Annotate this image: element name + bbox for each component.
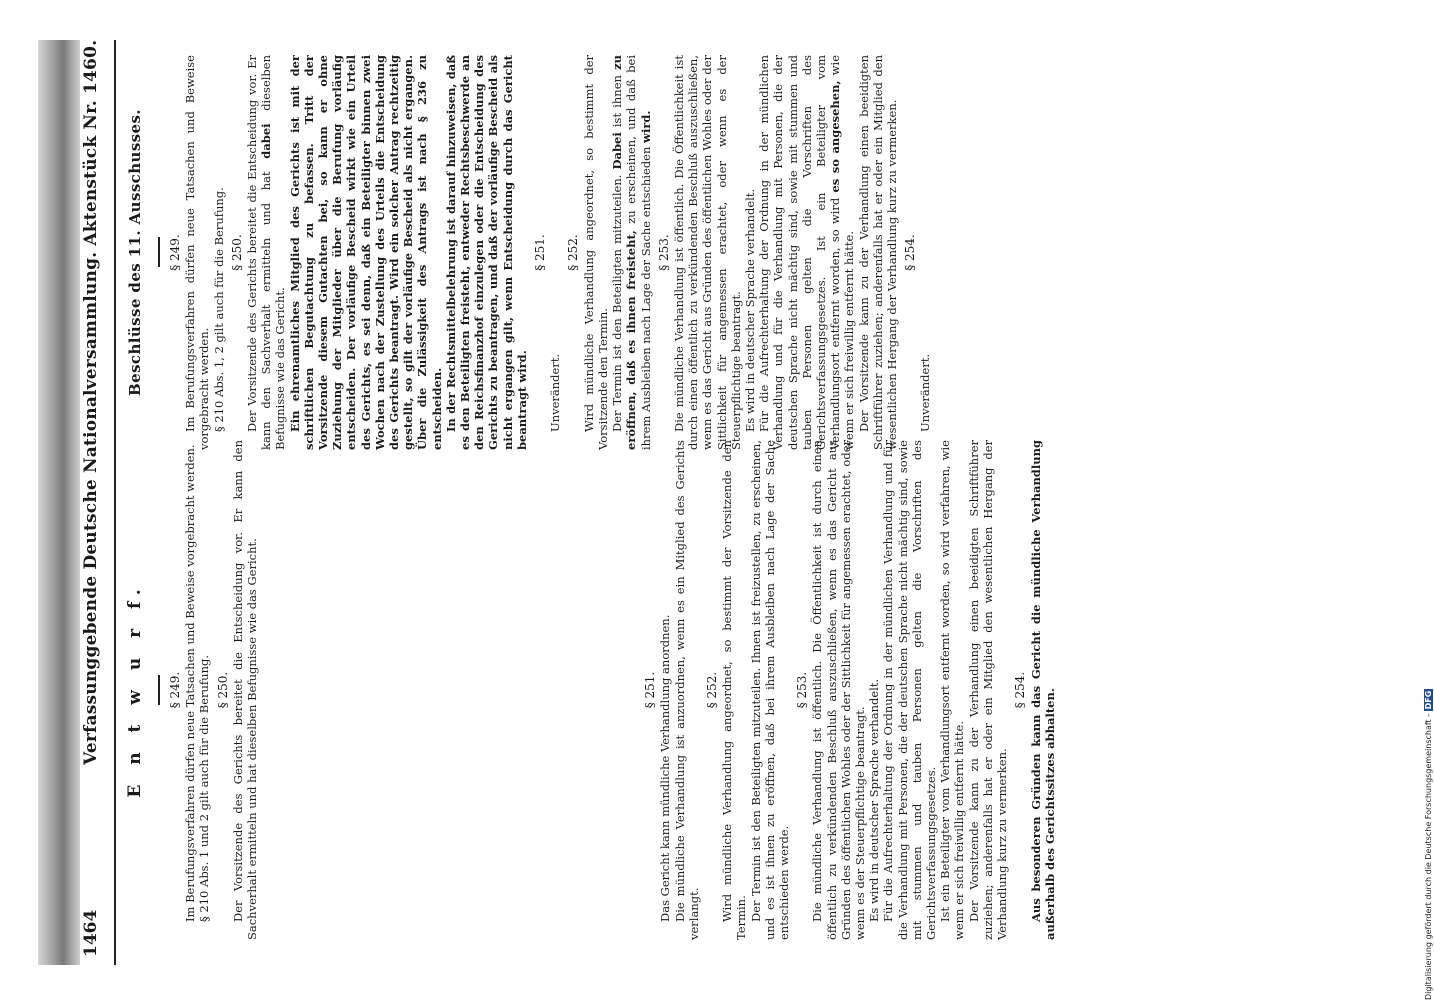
- paragraph: [610, 55, 653, 450]
- text-run: ist ihnen: [610, 69, 625, 133]
- digitization-note: [1424, 689, 1433, 1000]
- draft-column: [120, 440, 1057, 940]
- section-number: § 252.: [705, 671, 720, 709]
- section-number: § 250.: [215, 671, 230, 709]
- paragraph: Der Vorsitzende kann zu der Verhandlung einen beeidigten Schriftführer zuziehen; anderenfalls hat er oder ein Mitglied den wesentlichen Hergang der Verhandlung kurz zu vermerken.: [856, 55, 899, 450]
- section-number: § 250.: [229, 234, 244, 271]
- paragraph: § 210 Abs. 1, 2 gilt auch für die Berufung.: [211, 187, 226, 432]
- draft-heading: E n t w u r f.: [125, 582, 145, 798]
- text-run: wie wenn er sich freiwillig entfernt hätte.: [828, 54, 857, 450]
- text-run: Der Vorsitzende des Gerichts bereitet die Entscheidung vor. Er kann den Sachverhalt ermitteln und hat: [245, 55, 274, 450]
- bold-text: Dabei: [610, 132, 625, 170]
- paragraph: Das Gericht kann mündliche Verhandlung anordnen.: [658, 614, 673, 922]
- paragraph: Im Berufungsverfahren dürfen neue Tatsachen und Beweise vorgebracht werden.: [183, 55, 212, 450]
- paragraph: Wird mündliche Verhandlung angeordnet, so bestimmt der Vorsitzende den Termin.: [720, 440, 749, 940]
- bold-text: zu eröffnen, daß es ihnen freisteht,: [610, 55, 639, 450]
- paragraph: Unverändert.: [918, 353, 933, 432]
- paragraph: Die mündliche Verhandlung ist öffentlich. Die Öffentlichkeit ist durch einen öffentlich zu verkündenden Beschluß auszuschließen, wenn es das Gericht aus Gründen des öffentlichen Wohles oder der Sittlichkeit für angemessen erachtet, oder wenn es der Steuerpflichtige beantragt.: [671, 55, 743, 450]
- section-number: § 252.: [566, 234, 581, 271]
- paragraph: § 210 Abs. 1 und 2 gilt auch für die Berufung.: [197, 655, 212, 922]
- resolutions-column: [120, 55, 933, 450]
- paragraph: [245, 55, 288, 450]
- resolutions-heading: Beschlüsse des 11. Ausschusses.: [126, 109, 144, 396]
- spacer: [259, 440, 639, 940]
- section-number: § 253.: [795, 671, 810, 709]
- paragraph: Aus besonderen Gründen kann das Gericht die mündliche Verhandlung außerhalb des Gerichtssitzes abhalten.: [1028, 440, 1057, 940]
- paragraph: Wird mündliche Verhandlung angeordnet, so bestimmt der Vorsitzende den Termin.: [581, 55, 610, 450]
- page-number: 1464: [81, 909, 101, 957]
- bold-text: wird.: [638, 110, 653, 143]
- text-run: Für die Aufrechterhaltung der Ordnung in der mündlichen Verhandlung und für die Verhandlung mit Personen, die der deutschen Sprache nicht mächtig sind, sowie mit stummen und tauben Personen gelten die Vorschriften des Gerichtsverfassungsgesetzes. Ist ein Beteiligter vom Verhandlungsort entfernt worden, so wird: [757, 55, 843, 450]
- paragraph: Die mündliche Verhandlung ist anzuordnen, wenn es ein Mitglied des Gerichts verlangt.: [672, 440, 701, 940]
- dfg-logo: DFG: [1424, 690, 1433, 710]
- paragraph: Im Berufungsverfahren dürfen neue Tatsachen und Beweise vorgebracht werden.: [183, 444, 198, 922]
- text-run: Der Termin ist den Beteiligten mitzuteilen.: [610, 169, 625, 432]
- paragraph: Es wird in deutscher Sprache verhandelt.: [742, 188, 757, 432]
- header-rule: [114, 40, 116, 965]
- paragraph: Der Vorsitzende des Gerichts bereitet die Entscheidung vor. Er kann den Sachverhalt ermitteln und hat dieselben Befugnisse wie das Gericht.: [230, 440, 260, 940]
- section-number: § 254.: [903, 234, 918, 271]
- paragraph: [757, 55, 856, 450]
- paragraph: Ein ehrenamtliches Mitglied des Gerichts ist mit der schriftlichen Begutachtung zu befassen. Tritt der Vorsitzende diesem Gutachten bei, so kann er ohne Zuziehung der Mitglieder über die Berufung vorläufig entscheiden. Der vorläufige Bescheid wirkt wie ein Urteil des Gerichts, es sei denn, daß ein Beteiligter binnen zwei Wochen nach der Zustellung des Urteils die Entscheidung des Gerichts beantragt. Wird ein solcher Antrag rechtzeitig gestellt, so gilt der vorläufige Bescheid als nicht ergangen. Über die Zulässigkeit des Antrags ist nach § 236 zu entscheiden.: [287, 55, 444, 450]
- digitization-text: Digitalisierung gefördert durch die Deutsche Forschungsgemeinschaft -: [1424, 711, 1433, 1000]
- bold-text: es so angesehen,: [828, 80, 843, 193]
- section-number: § 254.: [1013, 671, 1028, 709]
- text-run: zu erscheinen, und daß bei ihrem Ausbleiben nach Lage der Sache entschieden: [624, 55, 653, 450]
- section-number: § 251.: [533, 234, 548, 271]
- page-title: Verfassunggebende Deutsche Nationalversammlung. Aktenstück Nr. 1460.: [81, 39, 101, 765]
- paragraph: Für die Aufrechterhaltung der Ordnung in der mündlichen Verhandlung und für die Verhandlung mit Personen, die der deutschen Sprache nicht mächtig sind, sowie mit stummen und tauben Personen gelten die Vorschriften des Gerichtsverfassungsgesetzes.: [881, 440, 939, 940]
- paragraph: Es wird in deutscher Sprache verhandelt.: [867, 678, 882, 922]
- divider: [158, 238, 160, 268]
- divider: [158, 675, 160, 705]
- paragraph: Der Termin ist den Beteiligten mitzuteilen. Ihnen ist freizustellen, zu erscheinen, und es ist ihnen zu eröffnen, daß bei ihrem Ausbleiben nach Lage der Sache entschieden werde.: [748, 440, 792, 940]
- section-number: § 253.: [656, 234, 671, 271]
- bold-text: dabei: [259, 123, 274, 159]
- text-run: dieselben Befugnisse wie das Gericht.: [259, 55, 288, 450]
- paragraph: Die mündliche Verhandlung ist öffentlich. Die Öffentlichkeit ist durch einen öffentlich zu verkündenden Beschluß auszuschließen, wenn es das Gericht aus Gründen des öffentlichen Wohles oder der Sittlichkeit für angemessen erachtet, oder wenn es der Steuerpflichtige beantragt.: [810, 440, 868, 940]
- scan-edge: [38, 40, 80, 965]
- section-number: § 251.: [643, 671, 658, 709]
- paragraph: Ist ein Beteiligter vom Verhandlungsort entfernt worden, so wird verfahren, wie wenn er sich freiwillig entfernt hätte.: [938, 440, 967, 940]
- section-number: § 249.: [168, 671, 182, 709]
- page-header: [80, 40, 110, 965]
- document-page: [80, 40, 1290, 965]
- section-number: § 249.: [168, 234, 182, 271]
- paragraph: Der Vorsitzende kann zu der Verhandlung einen beeidigten Schriftführer zuziehen; anderenfalls hat er oder ein Mitglied den wesentlichen Hergang der Verhandlung kurz zu vermerken.: [966, 440, 1010, 940]
- paragraph: Unverändert.: [548, 353, 563, 432]
- paragraph: In der Rechtsmittelbelehrung ist darauf hinzuweisen, daß es den Beteiligten freisteht, entweder Rechtsbeschwerde an den Reichsfinanzhof einzulegen oder die Entscheidung des Gerichts zu beantragen, und daß der vorläufige Bescheid als nicht ergangen gilt, wenn Entscheidung durch das Gericht beantragt wird.: [443, 55, 529, 450]
